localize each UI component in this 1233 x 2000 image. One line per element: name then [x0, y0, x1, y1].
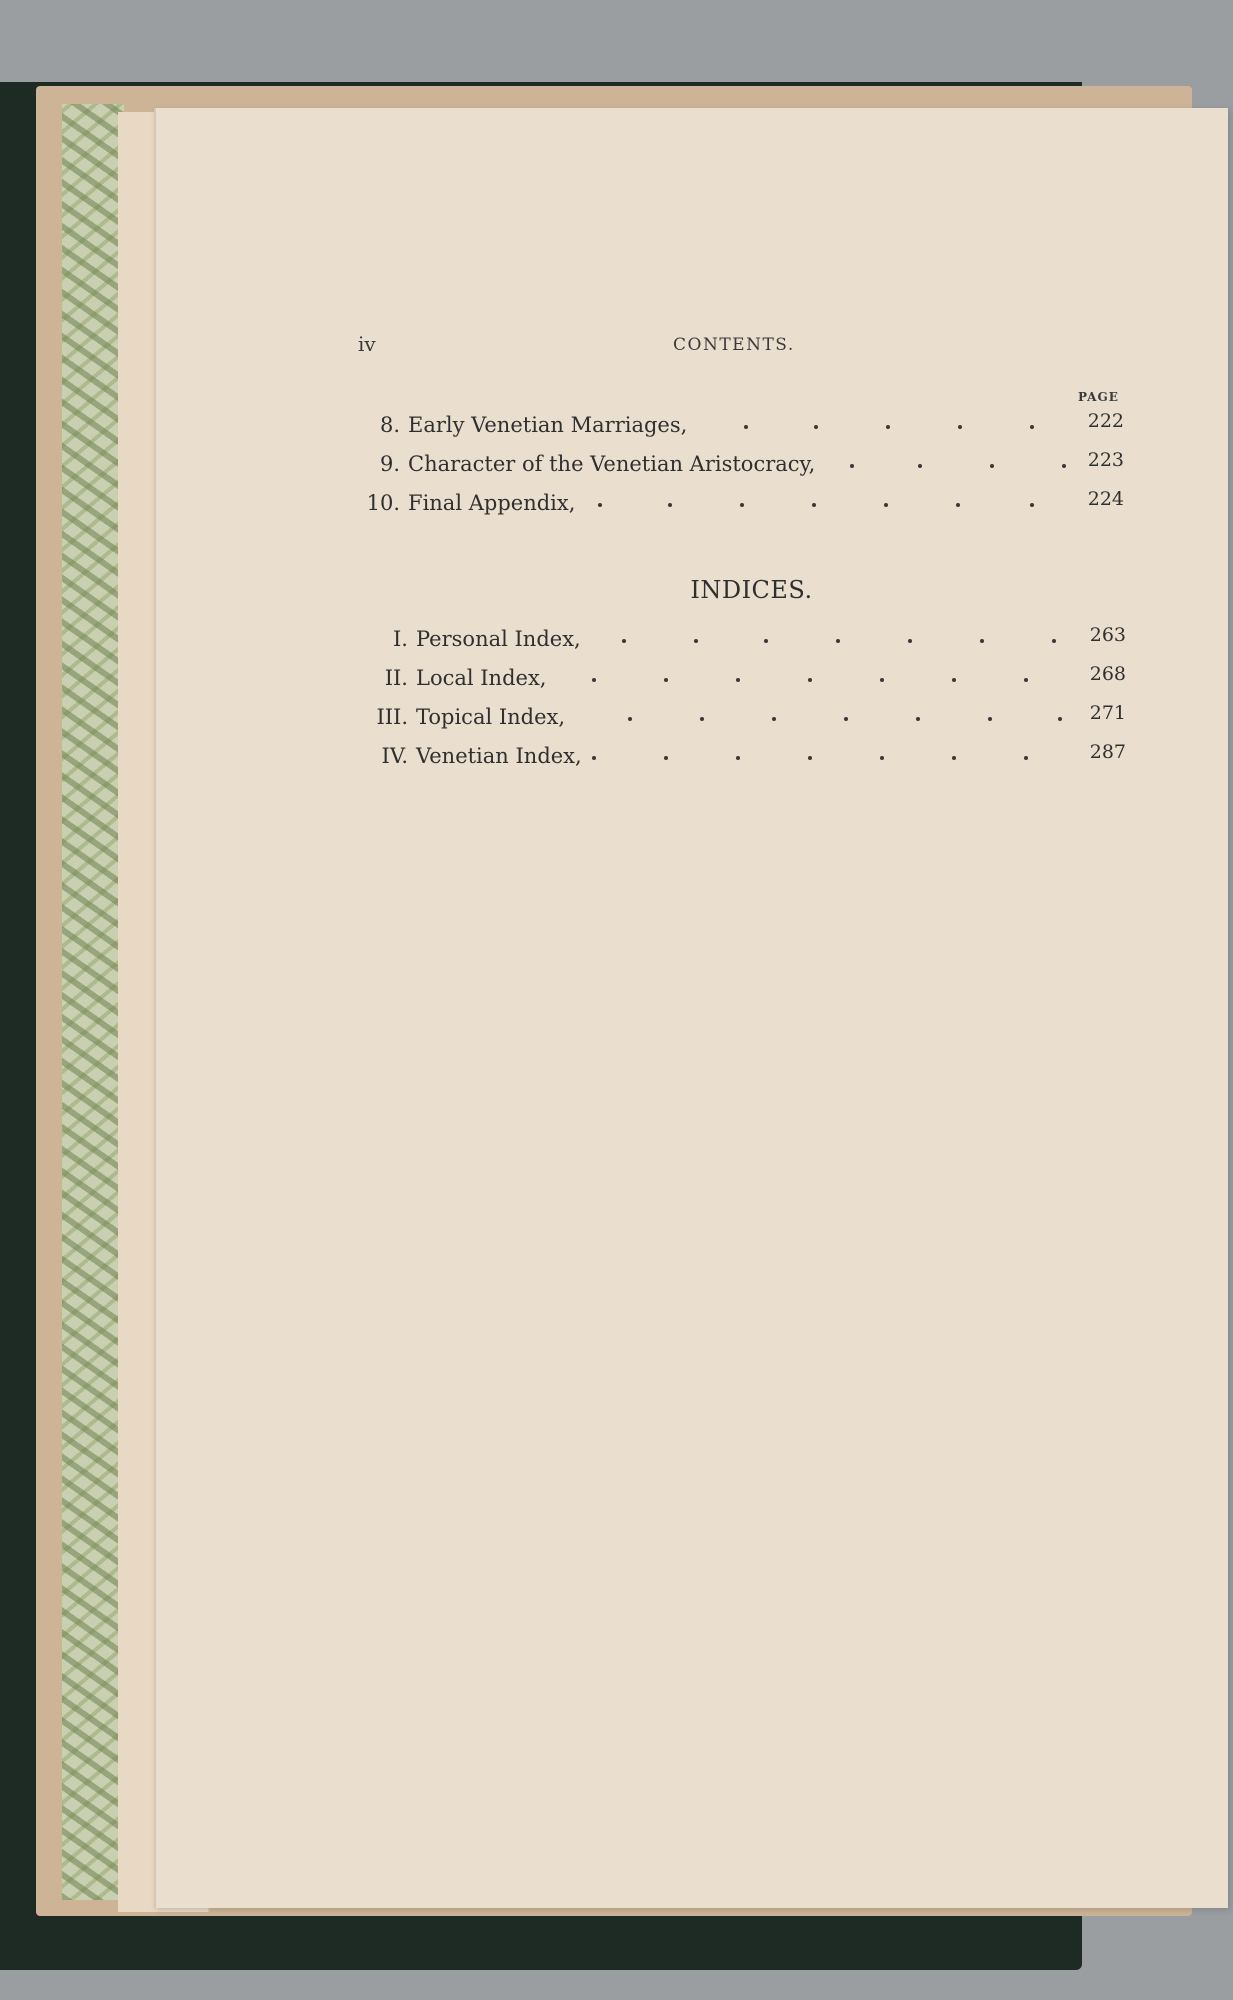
leader-dot [668, 503, 672, 507]
index-entry [362, 624, 1126, 657]
leader-dot [850, 464, 854, 468]
toc-entry [360, 449, 1124, 482]
page-title: CONTENTS. [673, 335, 795, 355]
leader-dot [844, 717, 848, 721]
toc-entry [360, 410, 1124, 443]
index-entry-page: 271 [1089, 702, 1126, 724]
index-entry-title: Venetian Index, [416, 744, 582, 768]
leader-dot [736, 756, 740, 760]
toc-entry-number: 10. [366, 491, 400, 515]
leader-dot [886, 425, 890, 429]
index-entry-page: 263 [1089, 624, 1126, 646]
leader-dot [956, 503, 960, 507]
index-entry [362, 663, 1126, 696]
index-entry-title: Personal Index, [416, 627, 581, 651]
index-entry-number: III. [376, 705, 408, 729]
running-head [358, 332, 1128, 362]
leader-dot [880, 756, 884, 760]
leader-dot [772, 717, 776, 721]
leader-dot [908, 639, 912, 643]
index-entry-title: Local Index, [416, 666, 547, 690]
index-entry-number: I. [393, 627, 408, 651]
index-entry [362, 702, 1126, 735]
leader-dot [916, 717, 920, 721]
leader-dot [622, 639, 626, 643]
leader-dot [740, 503, 744, 507]
leader-dot [592, 678, 596, 682]
leader-dot [918, 464, 922, 468]
toc-entry-title: Final Appendix, [408, 491, 576, 515]
leader-dot [700, 717, 704, 721]
leader-dot [664, 678, 668, 682]
leader-dot [1030, 425, 1034, 429]
leader-dot [958, 425, 962, 429]
toc-entry-page: 224 [1087, 488, 1124, 510]
toc-entry-page: 222 [1087, 410, 1124, 432]
leader-dot [952, 756, 956, 760]
leader-dot [808, 678, 812, 682]
leader-dot [1062, 464, 1066, 468]
leader-dot [980, 639, 984, 643]
toc-entry-page: 223 [1087, 449, 1124, 471]
leader-dot [592, 756, 596, 760]
leader-dot [764, 639, 768, 643]
leader-dot [814, 425, 818, 429]
toc-entry-number: 8. [379, 413, 400, 437]
leader-dot [1058, 717, 1062, 721]
leader-dot [988, 717, 992, 721]
toc-entry-number: 9. [379, 452, 400, 476]
index-entry-page: 268 [1089, 663, 1126, 685]
leader-dot [884, 503, 888, 507]
index-entry-number: II. [384, 666, 408, 690]
leader-dot [664, 756, 668, 760]
leader-dot [812, 503, 816, 507]
leader-dot [1024, 756, 1028, 760]
index-entry [362, 741, 1126, 774]
index-entry-number: IV. [381, 744, 408, 768]
index-entry-title: Topical Index, [416, 705, 566, 729]
leader-dot [808, 756, 812, 760]
toc-entry [360, 488, 1124, 521]
leader-dot [598, 503, 602, 507]
leader-dot [1052, 639, 1056, 643]
leader-dot [990, 464, 994, 468]
leader-dot [694, 639, 698, 643]
leader-dot [1024, 678, 1028, 682]
page-folio: iv [358, 332, 376, 356]
marbled-endpaper [62, 104, 124, 1900]
leader-dot [744, 425, 748, 429]
leader-dot [1030, 503, 1034, 507]
toc-entry-title: Early Venetian Marriages, [408, 413, 688, 437]
printed-page [154, 108, 1228, 1908]
index-entry-page: 287 [1089, 741, 1126, 763]
leader-dot [836, 639, 840, 643]
toc-entry-title: Character of the Venetian Aristocracy, [408, 452, 816, 476]
indices-heading: INDICES. [690, 576, 813, 604]
leader-dot [952, 678, 956, 682]
page-column-label: PAGE [1078, 390, 1119, 404]
leader-dot [880, 678, 884, 682]
leader-dot [628, 717, 632, 721]
leader-dot [736, 678, 740, 682]
